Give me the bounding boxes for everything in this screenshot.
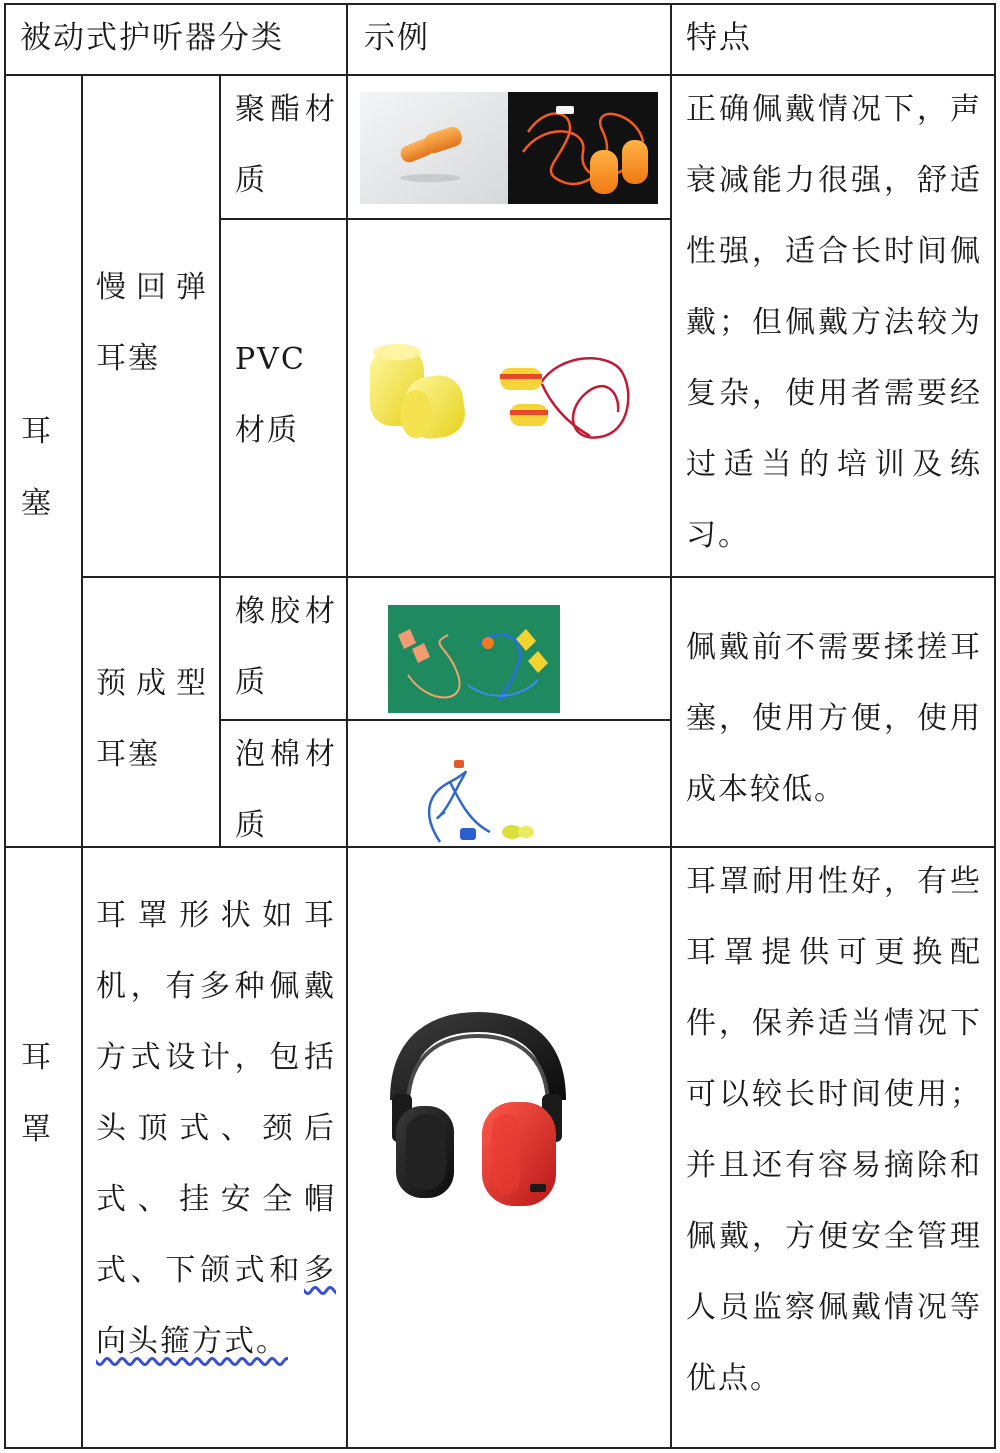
rule-col2 <box>219 74 221 848</box>
slow-rebound-features: 正确佩戴情况下，声衰减能力很强，舒适性强，适合长时间佩戴；但佩戴方法较为复杂，使用者需要经过适当的培训及练习。 <box>686 92 982 553</box>
rule-left <box>4 3 6 1449</box>
rule-col4 <box>670 3 672 1449</box>
earmuff-features: 耳罩耐用性好，有些耳罩提供可更换配件，保养适当情况下可以较长时间使用；并且还有容易摘除和佩戴，方便安全管理人员监察佩戴情况等优点。 <box>686 864 982 1396</box>
rule-polyester <box>219 218 670 220</box>
polyester-label: 聚酯材质 <box>235 92 337 198</box>
preformed-features: 佩戴前不需要揉搓耳塞，使用方便，使用成本较低。 <box>686 630 982 807</box>
rule-col1 <box>81 74 83 1449</box>
earmuff-description-tail: 多向头箍方式。 <box>96 1253 336 1359</box>
earplug-label: 耳塞 <box>21 414 51 521</box>
slow-rebound-label: 慢回弹耳塞 <box>96 270 208 376</box>
foam-label: 泡棉材质 <box>235 737 337 843</box>
earmuff-description-main: 耳罩形状如耳机，有多种佩戴方式设计，包括头顶式、颈后式、挂安全帽式、下颌式和 <box>96 898 336 1288</box>
earmuff-description <box>96 880 336 1377</box>
red-earmuff-photo <box>378 1010 578 1210</box>
earmuff-label: 耳罩 <box>21 1040 51 1147</box>
header-example: 示例 <box>364 20 430 56</box>
rule-top <box>4 3 996 5</box>
blue-corded-earplug-photo <box>410 752 540 844</box>
rubber-earplugs-photo <box>388 605 560 713</box>
rule-right <box>994 3 996 1449</box>
corded-orange-earplugs-photo <box>508 92 658 204</box>
preformed-label: 预成型耳塞 <box>96 666 208 772</box>
orange-foam-earplugs-photo <box>360 92 508 204</box>
rule-bottom <box>4 1447 996 1449</box>
rule-col3 <box>346 3 348 1449</box>
header-features: 特点 <box>686 20 752 56</box>
header-category: 被动式护听器分类 <box>20 20 284 56</box>
rubber-label: 橡胶材质 <box>235 594 337 700</box>
yellow-pvc-earplugs-photo <box>360 332 660 456</box>
pvc-label: PVC 材质 <box>235 342 306 448</box>
